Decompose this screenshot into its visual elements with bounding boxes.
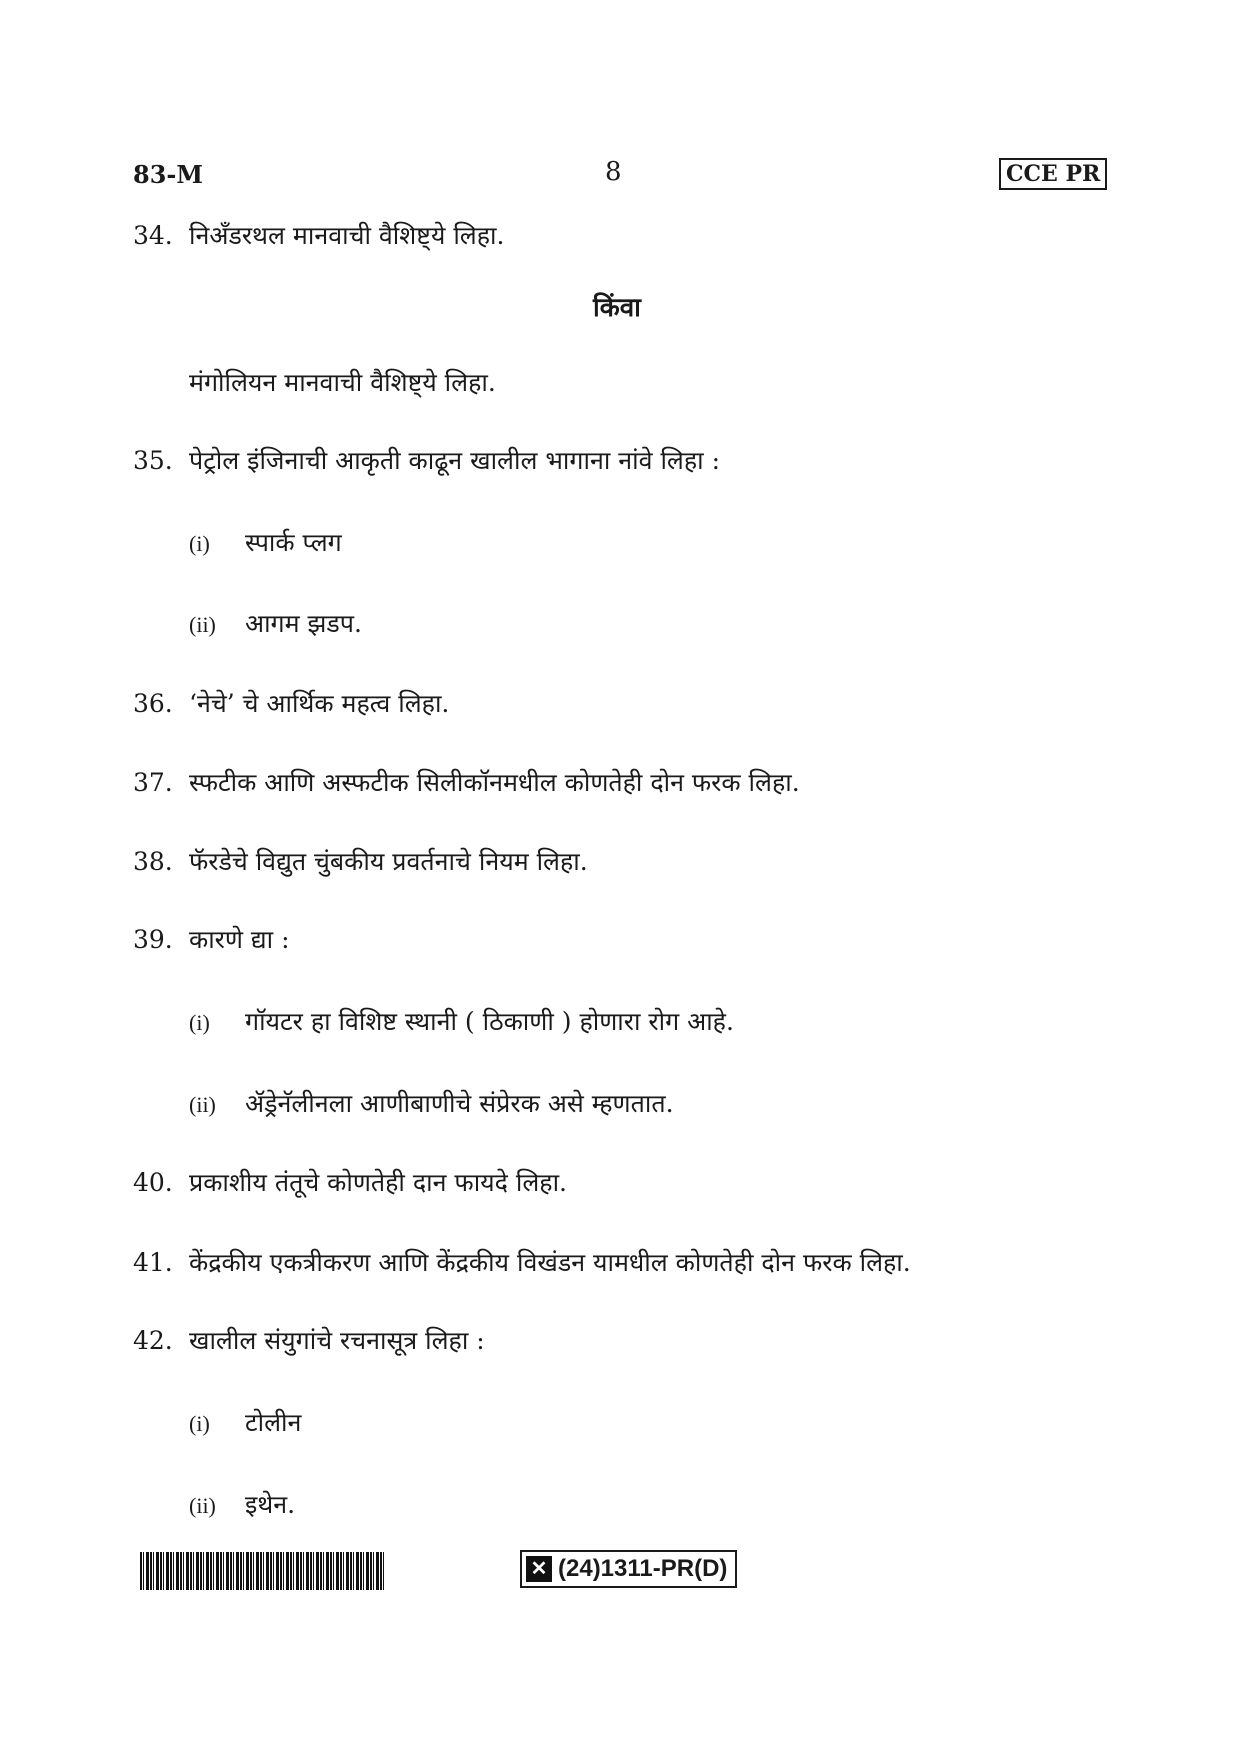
question-text: निअँडरथल मानवाची वैशिष्ट्ये लिहा. — [189, 221, 505, 250]
sub-question-35-i — [189, 525, 342, 559]
question-34-alternative: मंगोलियन मानवाची वैशिष्ट्ये लिहा. — [189, 368, 496, 397]
question-text: स्फटीक आणि अस्फटीक सिलीकॉनमधील कोणतेही दोन फरक लिहा. — [189, 768, 800, 797]
sub-text: ॲड्रेनॅलीनला आणीबाणीचे संप्रेरक असे म्हणतात. — [245, 1089, 674, 1118]
crossed-box-icon: ✕ — [526, 1556, 552, 1582]
question-35 — [133, 443, 720, 477]
question-number: 36. — [133, 689, 173, 718]
sub-label: (i) — [189, 1411, 210, 1436]
question-text: फॅरडेचे विद्युत चुंबकीय प्रवर्तनाचे नियम लिहा. — [189, 847, 588, 876]
question-41 — [133, 1245, 911, 1279]
question-40 — [133, 1165, 567, 1199]
question-37 — [133, 765, 800, 799]
sub-question-39-ii — [189, 1086, 674, 1120]
sub-text: गॉयटर हा विशिष्ट स्थानी ( ठिकाणी ) होणारा रोग आहे. — [245, 1007, 734, 1036]
question-text: ‘नेचे’ चे आर्थिक महत्व लिहा. — [189, 689, 450, 718]
page-number: 8 — [605, 157, 622, 187]
question-text: प्रकाशीय तंतूचे कोणतेही दान फायदे लिहा. — [189, 1168, 568, 1197]
sub-question-39-i — [189, 1004, 734, 1038]
paper-code-header: 83-M — [133, 160, 203, 189]
question-text: खालील संयुगांचे रचनासूत्र लिहा : — [189, 1326, 485, 1355]
question-number: 40. — [133, 1168, 173, 1197]
sub-text: स्पार्क प्लग — [245, 528, 342, 557]
question-36 — [133, 686, 449, 720]
sub-label: (i) — [189, 531, 210, 556]
question-number: 37. — [133, 768, 173, 797]
cce-pr-box: CCE PR — [999, 158, 1107, 190]
question-39 — [133, 922, 290, 956]
question-text: केंद्रकीय एकत्रीकरण आणि केंद्रकीय विखंडन यामधील कोणतेही दोन फरक लिहा. — [189, 1248, 911, 1277]
question-text: पेट्रोल इंजिनाची आकृती काढून खालील भागाना नांवे लिहा : — [189, 446, 720, 475]
question-34 — [133, 218, 504, 252]
sub-label: (i) — [189, 1010, 210, 1035]
question-text: कारणे द्या : — [189, 925, 290, 954]
sub-text: आगम झडप. — [245, 609, 362, 638]
sub-text: टोलीन — [245, 1408, 302, 1437]
sub-text: इथेन. — [245, 1490, 296, 1519]
paper-code-footer — [520, 1550, 737, 1588]
question-number: 42. — [133, 1326, 173, 1355]
question-number: 38. — [133, 847, 173, 876]
paper-code-text: (24)1311-PR(D) — [558, 1555, 728, 1582]
sub-question-35-ii — [189, 606, 362, 640]
sub-label: (ii) — [189, 612, 216, 637]
question-number: 35. — [133, 446, 173, 475]
question-42 — [133, 1323, 485, 1357]
sub-question-42-i — [189, 1405, 301, 1439]
or-label: किंवा — [593, 293, 641, 323]
question-number: 41. — [133, 1248, 173, 1277]
question-number: 34. — [133, 221, 173, 250]
sub-label: (ii) — [189, 1092, 216, 1117]
question-38 — [133, 844, 588, 878]
sub-question-42-ii — [189, 1487, 295, 1521]
question-number: 39. — [133, 925, 173, 954]
barcode — [140, 1552, 386, 1590]
sub-label: (ii) — [189, 1493, 216, 1518]
